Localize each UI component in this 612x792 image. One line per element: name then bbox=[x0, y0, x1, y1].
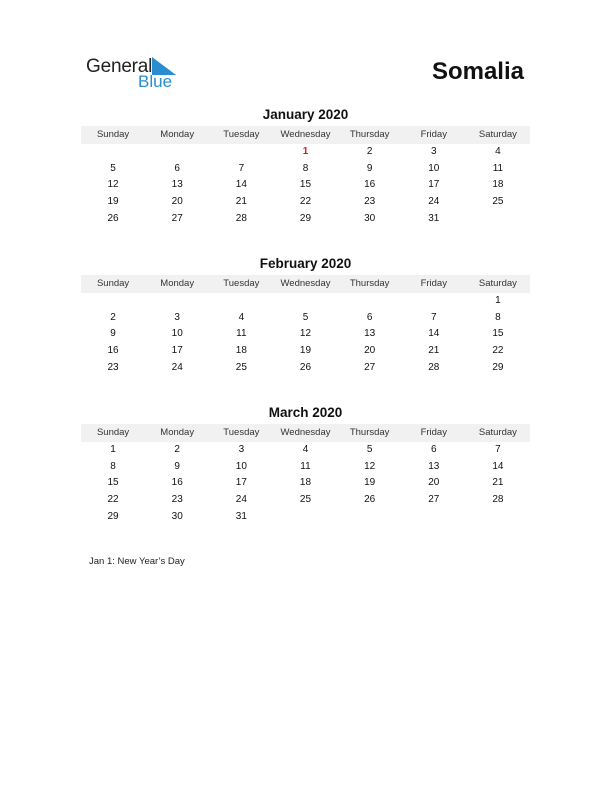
empty-day-cell bbox=[402, 509, 466, 526]
day-cell: 9 bbox=[174, 460, 180, 472]
day-cell: 11 bbox=[300, 460, 311, 472]
month-title: January 2020 bbox=[262, 107, 349, 122]
day-cell: 30 bbox=[364, 212, 376, 224]
weekday-label: Friday bbox=[420, 278, 447, 289]
week-row bbox=[81, 194, 530, 211]
day-cell: 24 bbox=[428, 196, 440, 208]
day-cell: 16 bbox=[171, 477, 183, 489]
day-cell: 25 bbox=[492, 196, 504, 208]
day-cell: 23 bbox=[171, 494, 183, 506]
day-cell: 6 bbox=[174, 162, 180, 174]
week-row bbox=[81, 509, 530, 526]
day-cell: 14 bbox=[492, 460, 504, 472]
day-cell: 21 bbox=[235, 196, 247, 208]
week-row bbox=[81, 326, 530, 343]
empty-day-cell bbox=[273, 509, 337, 526]
day-cell: 22 bbox=[299, 196, 312, 208]
week-row bbox=[81, 310, 530, 327]
weekday-label: Wednesday bbox=[280, 278, 331, 289]
day-cell: 23 bbox=[107, 361, 119, 373]
day-cell: 15 bbox=[107, 477, 119, 489]
empty-day-cell bbox=[209, 293, 273, 310]
day-cell: 19 bbox=[364, 477, 376, 489]
day-cell: 5 bbox=[110, 162, 116, 174]
generalblue-logo bbox=[86, 56, 186, 92]
empty-day-cell bbox=[81, 293, 145, 310]
day-cell: 12 bbox=[107, 179, 119, 191]
day-cell: 16 bbox=[107, 345, 119, 357]
weekday-label: Sunday bbox=[96, 129, 130, 140]
empty-day-cell bbox=[402, 293, 466, 310]
day-cell: 2 bbox=[366, 146, 373, 157]
day-cell: 27 bbox=[428, 494, 440, 506]
day-cell: 28 bbox=[492, 494, 504, 506]
country-title: Somalia bbox=[431, 58, 524, 85]
calendar-month-february bbox=[81, 255, 530, 376]
day-cell: 24 bbox=[171, 361, 183, 373]
empty-day-cell bbox=[145, 144, 209, 161]
day-cell: 20 bbox=[428, 477, 440, 489]
day-cell: 30 bbox=[171, 510, 183, 522]
day-cell: 31 bbox=[428, 212, 440, 224]
day-cell: 21 bbox=[492, 477, 504, 489]
calendar-month-march bbox=[81, 404, 530, 525]
day-cell: 10 bbox=[235, 460, 247, 472]
weekday-label: Thursday bbox=[349, 427, 390, 438]
day-cell: 22 bbox=[107, 494, 119, 506]
weekday-label: Sunday bbox=[96, 278, 130, 289]
week-row bbox=[81, 211, 530, 228]
day-cell: 4 bbox=[495, 146, 501, 157]
empty-day-cell bbox=[209, 144, 273, 161]
day-cell: 29 bbox=[299, 212, 312, 224]
day-cell: 9 bbox=[110, 328, 116, 340]
weekday-label: Tuesday bbox=[223, 427, 260, 438]
day-cell: 13 bbox=[428, 460, 440, 472]
holiday-day-cell: 1 bbox=[302, 146, 309, 157]
day-cell: 2 bbox=[110, 311, 116, 323]
day-cell: 17 bbox=[428, 179, 440, 191]
day-cell: 29 bbox=[107, 510, 119, 522]
day-cell: 25 bbox=[235, 361, 247, 373]
day-cell: 5 bbox=[302, 311, 309, 323]
weekday-label: Wednesday bbox=[280, 427, 331, 438]
weekday-label: Monday bbox=[160, 278, 195, 289]
day-cell: 22 bbox=[492, 345, 504, 357]
day-cell: 12 bbox=[364, 460, 376, 472]
weekday-label: Sunday bbox=[96, 427, 130, 438]
weekday-label: Tuesday bbox=[223, 129, 260, 140]
day-cell: 3 bbox=[430, 146, 437, 157]
weekday-label: Wednesday bbox=[280, 129, 331, 140]
day-cell: 19 bbox=[107, 196, 119, 208]
day-cell: 27 bbox=[171, 212, 183, 224]
day-cell: 31 bbox=[235, 510, 247, 522]
day-cell: 17 bbox=[235, 477, 247, 489]
weekday-label: Thursday bbox=[349, 129, 390, 140]
week-row bbox=[81, 475, 530, 492]
day-cell: 14 bbox=[428, 328, 440, 340]
day-cell: 4 bbox=[302, 444, 309, 455]
logo-blue-text: Blue bbox=[138, 72, 173, 91]
weekday-label: Monday bbox=[160, 427, 195, 438]
day-cell: 14 bbox=[235, 179, 247, 191]
day-cell: 26 bbox=[299, 361, 312, 373]
week-row bbox=[81, 161, 530, 178]
empty-day-cell bbox=[273, 293, 337, 310]
day-cell: 7 bbox=[495, 444, 501, 455]
day-cell: 7 bbox=[430, 311, 437, 323]
empty-day-cell bbox=[466, 211, 530, 228]
day-cell: 20 bbox=[171, 196, 183, 208]
day-cell: 2 bbox=[174, 444, 180, 455]
week-row bbox=[81, 144, 530, 161]
day-cell: 8 bbox=[110, 460, 116, 472]
day-cell: 3 bbox=[238, 444, 245, 455]
empty-day-cell bbox=[81, 144, 145, 161]
day-cell: 24 bbox=[235, 494, 247, 506]
day-cell: 4 bbox=[238, 311, 245, 323]
day-cell: 12 bbox=[299, 328, 312, 340]
weekday-label: Saturday bbox=[478, 427, 517, 438]
day-cell: 13 bbox=[364, 328, 376, 340]
day-cell: 1 bbox=[110, 444, 116, 455]
weekday-header bbox=[81, 424, 530, 442]
day-cell: 15 bbox=[299, 179, 312, 191]
week-row bbox=[81, 177, 530, 194]
day-cell: 27 bbox=[364, 361, 376, 373]
month-title: February 2020 bbox=[259, 256, 352, 271]
day-cell: 20 bbox=[364, 345, 376, 357]
empty-day-cell bbox=[338, 293, 402, 310]
day-cell: 3 bbox=[174, 311, 180, 323]
weekday-label: Thursday bbox=[349, 278, 390, 289]
day-cell: 18 bbox=[299, 477, 312, 489]
day-cell: 5 bbox=[366, 444, 373, 455]
day-cell: 7 bbox=[238, 162, 245, 174]
day-cell: 26 bbox=[107, 212, 119, 224]
day-cell: 21 bbox=[428, 345, 440, 357]
day-cell: 18 bbox=[235, 345, 247, 357]
day-cell: 28 bbox=[235, 212, 247, 224]
day-cell: 25 bbox=[299, 494, 312, 506]
day-cell: 1 bbox=[495, 295, 501, 306]
day-cell: 8 bbox=[495, 311, 501, 323]
weekday-label: Saturday bbox=[478, 278, 517, 289]
holiday-notes bbox=[89, 556, 185, 567]
empty-day-cell bbox=[466, 509, 530, 526]
day-cell: 26 bbox=[364, 494, 376, 506]
day-cell: 6 bbox=[366, 311, 373, 323]
week-row bbox=[81, 492, 530, 509]
day-cell: 16 bbox=[364, 179, 376, 191]
day-cell: 8 bbox=[302, 162, 309, 174]
day-cell: 11 bbox=[492, 162, 504, 174]
empty-day-cell bbox=[338, 509, 402, 526]
day-cell: 10 bbox=[428, 162, 440, 174]
weekday-header bbox=[81, 126, 530, 144]
week-row bbox=[81, 360, 530, 377]
day-cell: 11 bbox=[236, 328, 247, 340]
day-cell: 9 bbox=[366, 162, 373, 174]
weekday-label: Friday bbox=[420, 129, 447, 140]
week-row bbox=[81, 293, 530, 310]
weekday-label: Friday bbox=[420, 427, 447, 438]
day-cell: 23 bbox=[364, 196, 376, 208]
month-grid bbox=[81, 144, 530, 227]
logo-general-text: General bbox=[86, 56, 153, 77]
day-cell: 6 bbox=[430, 444, 437, 455]
calendar-month-january bbox=[81, 106, 530, 227]
weekday-label: Tuesday bbox=[223, 278, 260, 289]
holiday-note: Jan 1: New Year’s Day bbox=[89, 556, 185, 567]
month-title: March 2020 bbox=[268, 405, 343, 420]
weekday-header bbox=[81, 275, 530, 293]
day-cell: 15 bbox=[492, 328, 504, 340]
week-row bbox=[81, 343, 530, 360]
empty-day-cell bbox=[145, 293, 209, 310]
weekday-label: Monday bbox=[160, 129, 195, 140]
weekday-label: Saturday bbox=[478, 129, 517, 140]
day-cell: 29 bbox=[492, 361, 504, 373]
week-row bbox=[81, 442, 530, 459]
month-grid bbox=[81, 293, 530, 376]
day-cell: 13 bbox=[171, 179, 183, 191]
day-cell: 28 bbox=[428, 361, 440, 373]
day-cell: 10 bbox=[171, 328, 183, 340]
month-grid bbox=[81, 442, 530, 525]
week-row bbox=[81, 459, 530, 476]
day-cell: 18 bbox=[492, 179, 504, 191]
day-cell: 19 bbox=[299, 345, 312, 357]
day-cell: 17 bbox=[171, 345, 183, 357]
